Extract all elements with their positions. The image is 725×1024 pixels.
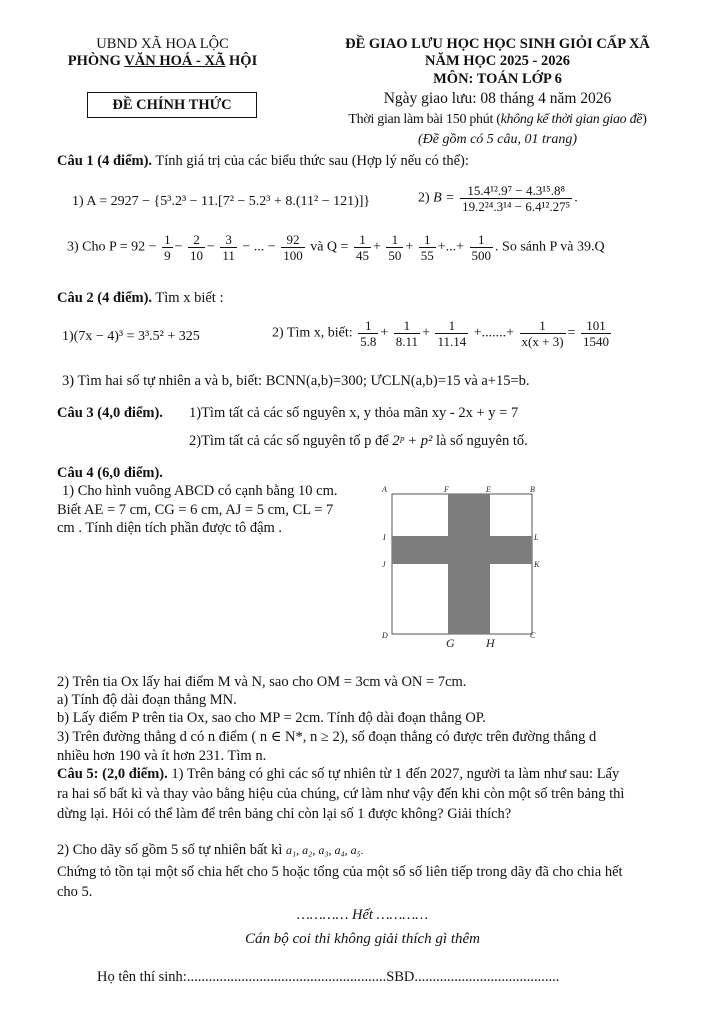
- official-label: ĐỀ CHÍNH THỨC: [87, 92, 257, 118]
- q4-part2b: b) Lấy điểm P trên tia Ox, sao cho MP = 2cm. Tính độ dài đoạn thẳng OP.: [57, 710, 486, 726]
- q1-part3: 3) Cho P = 92 − $\frac{1}{9}$ − $\frac{2}{10}$ − $\frac{3}{11}$ − ... − $\frac{92}{100}$ và Q = $\frac{1}{45}$ + $\frac{1}{50}$ + $\frac{1}{55}$ +...+ $\frac{1}{500}$ . So sánh P và 39.Q: [67, 232, 605, 263]
- label-j: J: [382, 560, 386, 569]
- label-b: B: [530, 485, 535, 494]
- q5-part2-line2: Chứng tỏ tồn tại một số chia hết cho 5 hoặc tổng của một số số liên tiếp trong dãy đã cho chia hết: [57, 864, 623, 880]
- q5-part1-line3: dừng lại. Hỏi có thể làm để trên bảng chỉ còn lại số 1 được không? Giải thích?: [57, 806, 512, 822]
- label-c: C: [530, 631, 536, 640]
- q5-part2-line1: 2) Cho dãy số gồm 5 số tự nhiên bất kì a₁, a₂, a₃, a₄, a₅.: [57, 842, 364, 858]
- q4-part3-line2: nhiều hơn 190 và ít hơn 231. Tìm n.: [57, 748, 267, 764]
- proctor-note: Cán bộ coi thi không giải thích gì thêm: [245, 931, 480, 947]
- q2-part1: 1)(7x − 4)³ = 3³.5² + 325: [62, 329, 200, 344]
- q4-part1-line1: 1) Cho hình vuông ABCD có cạnh bằng 10 cm.: [62, 483, 338, 499]
- candidate-line: Họ tên thí sinh:.......................................................SBD........................................: [97, 969, 560, 985]
- school-year: NĂM HỌC 2025 - 2026: [425, 53, 570, 69]
- label-l: L: [534, 533, 539, 542]
- square-figure: [378, 482, 548, 652]
- label-f: F: [444, 485, 449, 494]
- q4-part2: 2) Trên tia Ox lấy hai điểm M và N, sao cho OM = 3cm và ON = 7cm.: [57, 674, 467, 690]
- end-mark: ………… Hết …………: [296, 907, 429, 923]
- q5-part1-line1: Câu 5: (2,0 điểm). 1) Trên bảng có ghi các số tự nhiên từ 1 đến 2027, người ta làm như sau: Lấy: [57, 766, 620, 782]
- label-h: H: [486, 636, 495, 650]
- exam-date: Ngày giao lưu: 08 tháng 4 năm 2026: [383, 90, 612, 107]
- label-i: I: [383, 533, 386, 542]
- horizontal-shaded-strip: [392, 536, 532, 564]
- q5-part2-line3: cho 5.: [57, 884, 93, 900]
- q1-heading: Câu 1 (4 điểm). Tính giá trị của các biểu thức sau (Hợp lý nếu có thể):: [57, 153, 469, 169]
- q2-heading: Câu 2 (4 điểm). Tìm x biết :: [57, 290, 224, 306]
- label-g: G: [446, 636, 455, 650]
- label-a: A: [382, 485, 387, 494]
- header-left-line1: UBND XÃ HOA LỘC: [96, 36, 229, 52]
- label-e: E: [486, 485, 491, 494]
- q2-part3: 3) Tìm hai số tự nhiên a và b, biết: BCNN(a,b)=300; ƯCLN(a,b)=15 và a+15=b.: [62, 373, 530, 389]
- page-note: (Đề gồm có 5 câu, 01 trang): [417, 132, 578, 147]
- label-d: D: [382, 631, 388, 640]
- q3-part1: 1)Tìm tất cả các số nguyên x, y thỏa mãn xy - 2x + y = 7: [189, 405, 519, 421]
- q4-part3-line1: 3) Trên đường thẳng d có n điểm ( n ∈ N*, n ≥ 2), số đoạn thẳng có được trên đường thẳng d: [57, 729, 597, 745]
- exam-title: ĐỀ GIAO LƯU HỌC HỌC SINH GIỎI CẤP XÃ: [345, 36, 650, 52]
- q2-part2: 2) Tìm x, biết: $\frac{1}{5.8}$ + $\frac{1}{8.11}$ + $\frac{1}{11.14}$ +.......+ $\frac{1}{x(x + 3)}$ = $\frac{101}{1540}$: [272, 318, 609, 349]
- q1-part1: 1) A = 2927 − {5³.2³ − 11.[7² − 5.2³ + 8.(11² − 121)]}: [72, 194, 371, 209]
- q4-part2a: a) Tính độ dài đoạn thẳng MN.: [57, 692, 237, 708]
- q5-part1-line2: ra hai số bất kì và thay vào bằng hiệu của chúng, cứ làm như vậy đến khi còn một số trên bảng thì: [57, 786, 625, 802]
- q4-heading: Câu 4 (6,0 điểm).: [57, 465, 163, 481]
- subject: MÔN: TOÁN LỚP 6: [433, 71, 562, 87]
- q3-heading: Câu 3 (4,0 điểm).: [57, 405, 163, 421]
- header-left-line2: PHÒNG VĂN HOÁ - XÃ HỘI: [67, 53, 258, 69]
- exam-duration: Thời gian làm bài 150 phút (không kể thời gian giao đề): [348, 112, 647, 127]
- q1-part2: 2) B = $\frac{\text{15.4¹².9⁷ − 4.3¹⁵.8⁸}}{\text{19.2²⁴.3¹⁴ − 6.4¹².27⁵}}$ .: [418, 183, 578, 214]
- q4-part1-line3: cm . Tính diện tích phần được tô đậm .: [57, 520, 283, 536]
- q4-part1-line2: Biết AE = 7 cm, CG = 6 cm, AJ = 5 cm, CL = 7: [57, 502, 334, 518]
- label-k: K: [534, 560, 540, 569]
- q3-part2: 2)Tìm tất cả các số nguyên tố p để 2ᵖ + p² là số nguyên tố.: [189, 433, 528, 449]
